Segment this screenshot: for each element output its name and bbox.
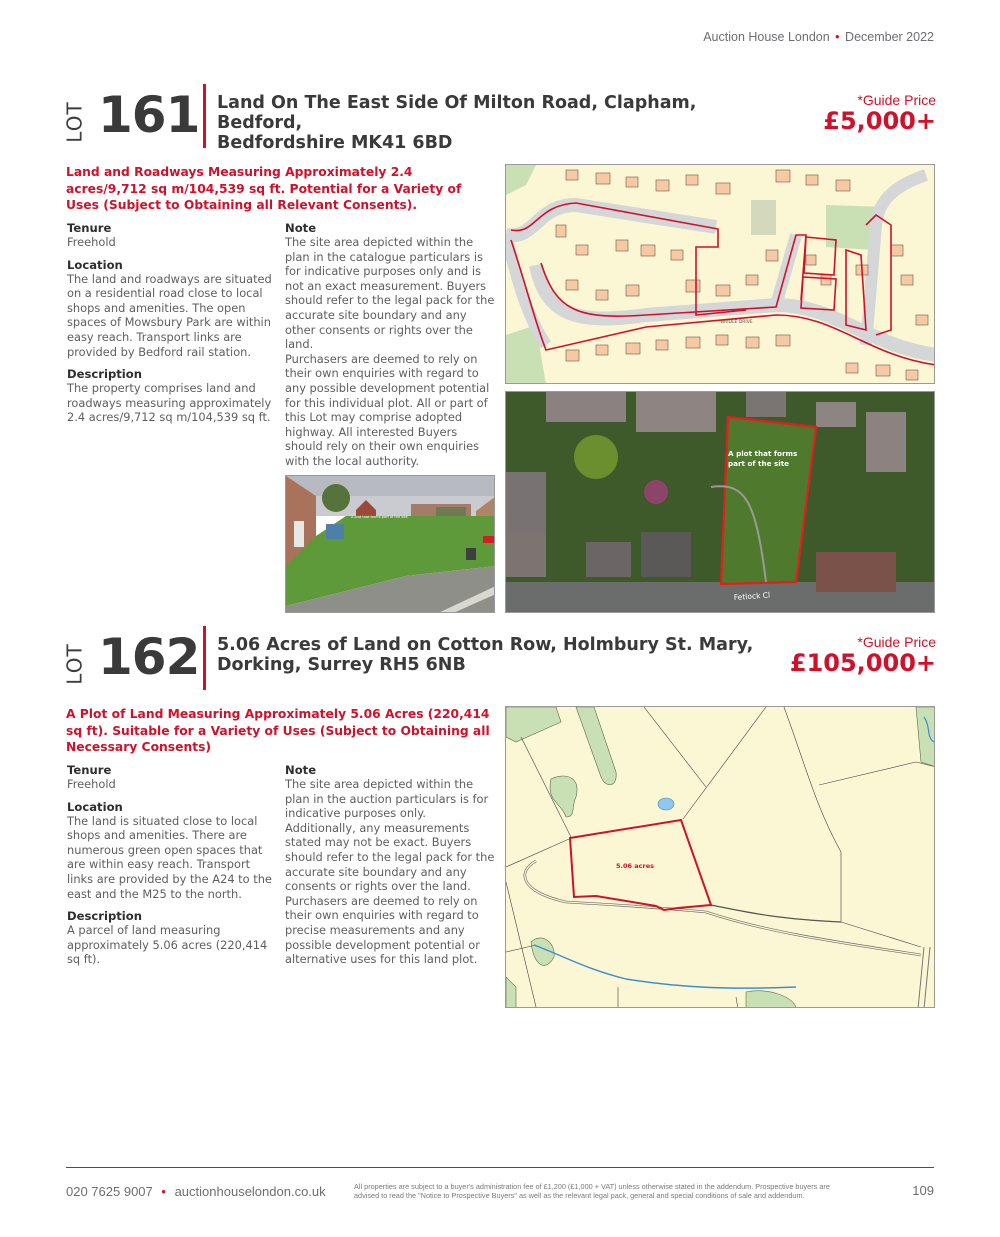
brand-name: Auction House London <box>703 30 830 44</box>
note-paragraph-1: The site area depicted within the plan in the catalogue particulars is for indicative purposes only and is not an exact measurement. Buyers should refer to the legal pack for the accurate site boundary and any other consents or rights over the land. <box>285 235 495 352</box>
note-paragraph-2: Purchasers are deemed to rely on their own enquiries with regard to any possible development potential for this individual plot. All or part of this Lot may comprise adopted highway. All interested Buyers should rely on their own enquiries with the local authority. <box>285 351 490 468</box>
lot-number: 161 <box>98 86 200 144</box>
aerial-street-label: Fetlock Cl <box>733 590 771 602</box>
street-view-graphic <box>286 476 495 613</box>
street-view-photo[interactable] <box>285 475 495 613</box>
lot-details-left <box>67 221 279 433</box>
issue-date: December 2022 <box>845 30 934 44</box>
description-heading: Description <box>67 367 142 382</box>
tenure-value: Freehold <box>67 777 116 791</box>
lot-header <box>62 84 936 164</box>
aerial-caption-line2: part of the site <box>728 459 790 468</box>
tenure-heading: Tenure <box>67 763 112 777</box>
note-paragraph-1: The site area depicted within the plan in the auction particulars is for indicative purposes only. Additionally, any measurements stated may not be exact. Buyers should refer to the legal pack for the accurate site boundary and any consents or rights over the land. <box>285 777 495 894</box>
header-separator: • <box>835 30 840 44</box>
guide-price-label: *Guide Price <box>857 92 936 108</box>
page-number: 109 <box>912 1183 934 1198</box>
tenure-value: Freehold <box>67 235 116 249</box>
lot-number: 162 <box>98 628 200 686</box>
lot-162 <box>62 626 936 1016</box>
site-plan-map[interactable] <box>505 164 935 384</box>
lot-title-line2: Dorking, Surrey RH5 6NB <box>217 655 466 675</box>
lot-header <box>62 626 936 706</box>
footer-website-link[interactable]: auctionhouselondon.co.uk <box>174 1184 326 1199</box>
lot-title <box>217 635 777 675</box>
lot-headline: A Plot of Land Measuring Approximately 5.06 Acres (220,414 sq ft). Suitable for a Variety of Uses (Subject to Obtaining all Necessary Consents) <box>66 707 490 754</box>
lot-note <box>285 221 497 469</box>
guide-price-value: £105,000+ <box>789 649 936 677</box>
location-heading: Location <box>67 799 123 814</box>
location-heading: Location <box>67 257 123 272</box>
aerial-photo[interactable] <box>505 391 935 613</box>
tenure-heading: Tenure <box>67 221 112 235</box>
aerial-caption-line1: A plot that forms <box>728 449 798 458</box>
publication-header <box>703 30 934 44</box>
lot-title-line1: Land On The East Side Of Milton Road, Clapham, Bedford, <box>217 93 697 133</box>
note-heading: Note <box>285 763 317 777</box>
guide-price-value: £5,000+ <box>823 107 936 135</box>
site-plan-map[interactable] <box>505 706 935 1008</box>
street-photo-caption: A plot that forms part of the site <box>351 515 408 519</box>
lot-label: LOT <box>62 643 87 685</box>
map-area-label: 5.06 acres <box>616 862 655 870</box>
lot-divider <box>203 84 206 148</box>
location-text: The land is situated close to local shops and amenities. There are numerous green open spaces that are within easy reach. Transport links are provided by the A24 to the east and the M25 to the north. <box>67 813 272 901</box>
lot-161 <box>62 84 936 614</box>
lot-headline: Land and Roadways Measuring Approximately 2.4 acres/9,712 sq m/104,539 sq ft. Potential for a Variety of Uses (Subject to Obtaining all Relevant Consents). <box>66 165 462 212</box>
description-heading: Description <box>67 909 142 924</box>
lot-label: LOT <box>62 101 87 143</box>
lot-note <box>285 763 497 967</box>
site-plan-graphic <box>506 707 935 1008</box>
location-text: The land and roadways are situated on a residential road close to local shops and amenities. The open spaces of Mowsbury Park are within easy reach. Transport links are provided by Bedford rail station. <box>67 271 272 359</box>
footer-separator: • <box>161 1184 166 1199</box>
map-road-label: BRIDLE DRIVE <box>721 320 753 325</box>
lot-title-line1: 5.06 Acres of Land on Cotton Row, Holmbury St. Mary, <box>217 635 754 655</box>
lot-title <box>217 93 777 153</box>
lot-title-line2: Bedfordshire MK41 6BD <box>217 133 453 153</box>
lot-divider <box>203 626 206 690</box>
guide-price <box>790 634 936 676</box>
aerial-graphic <box>506 392 935 613</box>
note-heading: Note <box>285 221 317 235</box>
footer-legal-notice: All properties are subject to a buyer's administration fee of £1,200 (£1,000 + VAT) unless otherwise stated in the addendum. Prospective buyers are advised to read the "Notice to Prospective Buyers" as well as the relevant legal pack, general and special conditions of sale and addendum. <box>354 1182 830 1200</box>
footer-contact <box>66 1184 326 1199</box>
description-text: The property comprises land and roadways measuring approximately 2.4 acres/9,712 sq m/104,539 sq ft. <box>67 381 272 425</box>
site-plan-graphic <box>506 165 935 384</box>
footer-phone[interactable]: 020 7625 9007 <box>66 1184 153 1199</box>
guide-price-label: *Guide Price <box>857 634 936 650</box>
guide-price <box>823 92 936 134</box>
lot-details-left <box>67 763 279 975</box>
description-text: A parcel of land measuring approximately 5.06 acres (220,414 sq ft). <box>67 923 268 967</box>
note-paragraph-2: Purchasers are deemed to rely on their own enquiries with regard to precise measurements and any possible development potential or alternative uses for this land plot. <box>285 893 480 967</box>
footer-divider <box>66 1167 934 1168</box>
